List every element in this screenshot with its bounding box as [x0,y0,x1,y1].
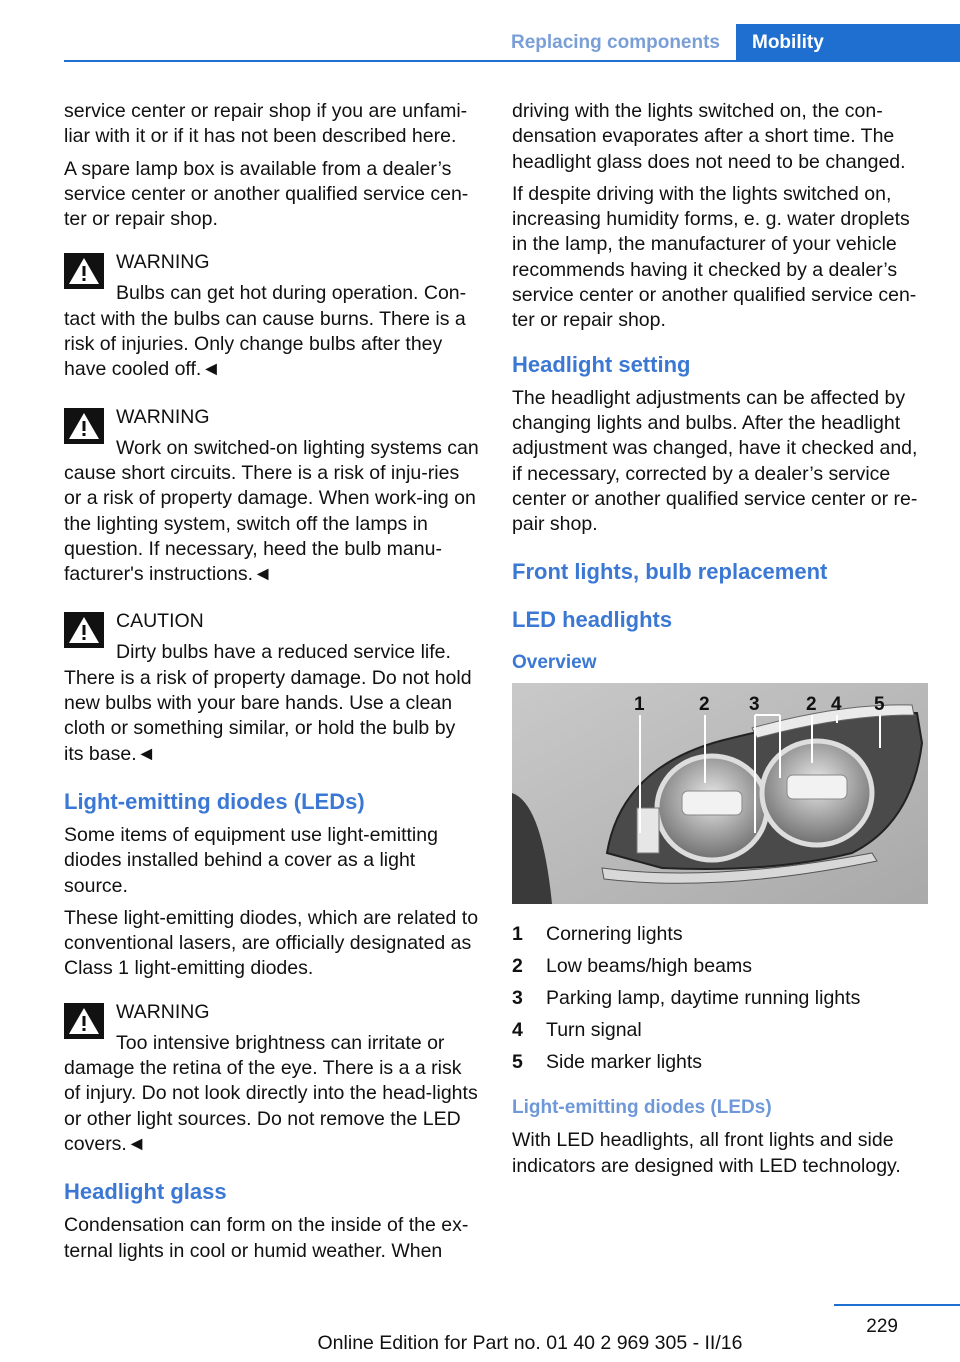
warning-title: WARNING [116,405,210,428]
page-number: 229 [866,1316,898,1337]
section-heading-headlight-setting: Headlight setting [512,351,691,377]
list-item: 5 Side marker lights [512,1051,703,1074]
paragraph: A spare lamp box is available from a dealer’s service center or another qualified service cen‐ter or repair shop. [64,157,469,231]
list-item: 2 Low beams/high beams [512,955,752,978]
section-heading-headlight-glass: Headlight glass [64,1179,227,1205]
subheading-overview: Overview [512,652,597,674]
paragraph: These light-emitting diodes, which are related to conventional lasers, are officially designated as Class 1 light-emitting diodes. [64,906,479,980]
warning-title: WARNING [116,1000,210,1023]
paragraph: Some items of equipment use light-emitting diodes installed behind a cover as a light source. [64,823,438,897]
caution-block [64,609,480,766]
warning-body: Too intensive brightness can irritate or damage the retina of the eye. There is a a risk of injury. Do not look directly into the head‐lights or other light sources. Do not remove the LED covers.◄ [64,1031,478,1155]
right-column [512,99,928,1186]
warning-block [64,1000,480,1157]
list-item: 4 Turn signal [512,1019,642,1042]
legend-list [512,918,928,1078]
callout-label: 2 [699,694,710,716]
list-item: 3 Parking lamp, daytime running lights [512,987,861,1010]
warning-body: Bulbs can get hot during operation. Con‐tact with the bulbs can cause burns. There is a risk of injuries. Only change bulbs after they have cooled off.◄ [64,282,467,381]
header-chapter-tab: Mobility [736,24,960,62]
warning-block [64,405,480,588]
callout-label: 5 [874,694,885,716]
callout-label: 1 [634,694,645,716]
footer-rule [834,1304,960,1306]
paragraph: With LED headlights, all front lights and side indicators are designed with LED technology. [512,1129,901,1177]
warning-body: Work on switched-on lighting systems can cause short circuits. There is a risk of inju‐ries or a risk of property damage. When work‐ing on the lighting system, switch off the lamps in question. If necessary, heed the bulb manu‐facturer's instructions.◄ [64,436,479,586]
headlight-photo [512,683,928,904]
warning-triangle-icon [64,612,104,648]
warning-triangle-icon [64,253,104,289]
callout-label: 4 [831,694,842,716]
left-column [64,99,480,1271]
paragraph: driving with the lights switched on, the con‐densation evaporates after a short time. The headlight glass does not need to be changed. [512,100,906,173]
paragraph: The headlight adjustments can be affected by changing lights and bulbs. After the headlight adjustment was changed, have it checked and, if necessary, corrected by a dealer’s service center or another qualified service center or re‐pair shop. [512,386,918,536]
section-heading-leds: Light-emitting diodes (LEDs) [64,788,365,814]
warning-triangle-icon [64,1003,104,1039]
subsection-heading-led-headlights: LED headlights [512,607,673,633]
caution-title: CAUTION [116,610,204,633]
paragraph: If despite driving with the lights switched on, increasing humidity forms, e. g. water droplets in the lamp, the manufacturer of your vehicle recommends having it checked by a dealer’s service center or another qualified service cen‐ter or repair shop. [512,182,917,332]
section-heading-front-lights: Front lights, bulb replacement [512,559,828,585]
warning-title: WARNING [116,251,210,274]
paragraph: Condensation can form on the inside of the ex‐ternal lights in cool or humid weather. When [64,1214,469,1262]
subheading-leds: Light-emitting diodes (LEDs) [512,1097,772,1119]
warning-block [64,250,480,382]
header-section-title: Replacing components [510,32,720,53]
callout-label: 2 [806,694,817,716]
list-item: 1 Cornering lights [512,923,683,946]
caution-body: Dirty bulbs have a reduced service life. There is a risk of property damage. Do not hold new bulbs with your bare hands. Use a clean cloth or something similar, or hold the bulb by its base.◄ [64,641,472,765]
warning-triangle-icon [64,408,104,444]
callout-label: 3 [749,694,760,716]
paragraph: service center or repair shop if you are unfami‐liar with it or if it has not been described here. [64,100,468,148]
edition-footer: Online Edition for Part no. 01 40 2 969 305 - II/16 [317,1332,743,1354]
